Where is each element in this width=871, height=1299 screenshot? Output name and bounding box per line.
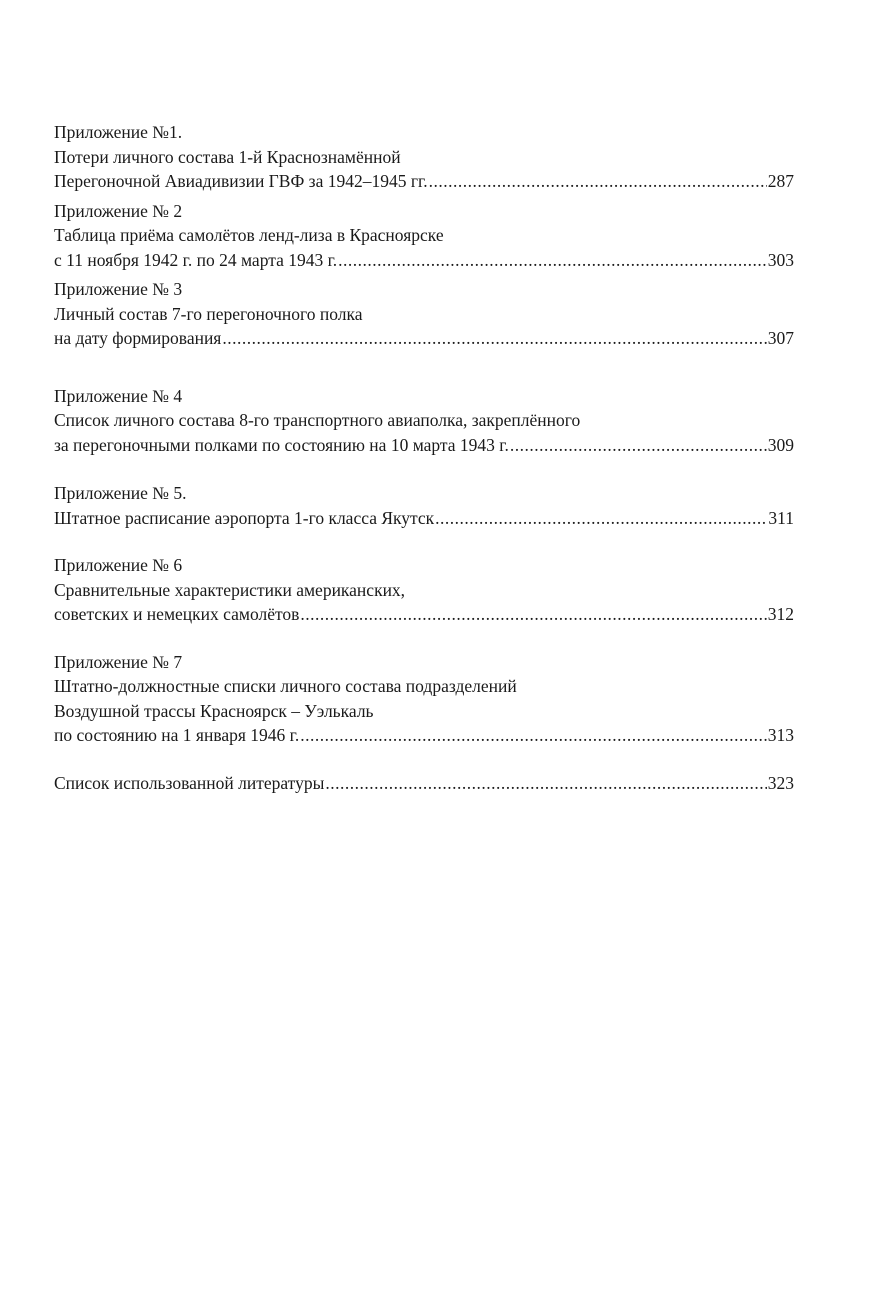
entry-title-last-line bbox=[54, 433, 794, 458]
entry-heading: Приложение № 4 bbox=[54, 385, 183, 406]
entry-heading: Приложение № 5. bbox=[54, 483, 187, 503]
page-number: 323 bbox=[767, 772, 794, 793]
page-number: 309 bbox=[767, 434, 794, 455]
entry-title-line: Личный состав 7-го перегоночного полка bbox=[54, 303, 363, 324]
entry-title-line: Воздушной трассы Красноярск – Уэлькаль bbox=[54, 700, 374, 721]
entry-title-line: Штатно-должностные списки личного состава подразделений bbox=[54, 676, 517, 696]
page-number: 307 bbox=[767, 328, 794, 348]
entry-heading: Приложение № 7 bbox=[54, 651, 183, 672]
dot-leader bbox=[429, 169, 767, 194]
page-number: 313 bbox=[767, 725, 794, 745]
entry-heading: Приложение № 2 bbox=[54, 200, 183, 221]
toc-entry-appendix-1 bbox=[54, 120, 794, 194]
toc-entry-bibliography bbox=[54, 771, 794, 796]
entry-title-text: Список использованной литературы bbox=[54, 772, 325, 793]
page-number: 287 bbox=[767, 171, 794, 191]
entry-title-line: Сравнительные характеристики американских, bbox=[54, 579, 406, 600]
entry-title-last-line bbox=[54, 723, 794, 748]
dot-leader bbox=[222, 326, 766, 351]
toc-entry-appendix-2 bbox=[54, 199, 794, 273]
toc-entry-appendix-3 bbox=[54, 277, 794, 351]
entry-title-text: за перегоночными полками по состоянию на 10 марта 1943 г. bbox=[54, 434, 509, 455]
page-number: 312 bbox=[767, 604, 794, 624]
table-of-contents bbox=[54, 120, 794, 795]
dot-leader bbox=[510, 433, 767, 458]
page-number: 303 bbox=[767, 249, 794, 270]
toc-entry-appendix-4 bbox=[54, 384, 794, 458]
entry-title-line: Таблица приёма самолётов ленд-лиза в Красноярске bbox=[54, 225, 444, 245]
entry-title-last-line bbox=[54, 602, 794, 627]
entry-title-last-line bbox=[54, 771, 794, 796]
dot-leader bbox=[325, 771, 766, 796]
entry-title-line: Список личного состава 8-го транспортного авиаполка, закреплённого bbox=[54, 410, 581, 430]
entry-title-last-line bbox=[54, 506, 794, 531]
entry-heading: Приложение №1. bbox=[54, 122, 183, 142]
dot-leader bbox=[338, 248, 767, 273]
entry-title-text: на дату формирования bbox=[54, 328, 222, 348]
entry-title-last-line bbox=[54, 326, 794, 351]
dot-leader bbox=[435, 506, 767, 531]
entry-title-line: Потери личного состава 1-й Краснознамённой bbox=[54, 146, 401, 167]
entry-title-text: по состоянию на 1 января 1946 г. bbox=[54, 725, 300, 745]
page-number: 311 bbox=[768, 507, 794, 528]
dot-leader bbox=[300, 602, 766, 627]
entry-title-text: советских и немецких самолётов bbox=[54, 604, 300, 624]
entry-title-text: с 11 ноября 1942 г. по 24 марта 1943 г. bbox=[54, 249, 338, 270]
toc-entry-appendix-5 bbox=[54, 481, 794, 530]
entry-title-text: Штатное расписание аэропорта 1-го класса Якутск bbox=[54, 507, 435, 528]
entry-heading: Приложение № 3 bbox=[54, 279, 183, 299]
entry-title-text: Перегоночной Авиадивизии ГВФ за 1942–1945 гг. bbox=[54, 171, 428, 191]
entry-heading: Приложение № 6 bbox=[54, 555, 183, 575]
entry-title-last-line bbox=[54, 169, 794, 194]
entry-title-last-line bbox=[54, 248, 794, 273]
toc-entry-appendix-7 bbox=[54, 650, 794, 748]
dot-leader bbox=[300, 723, 767, 748]
toc-entry-appendix-6 bbox=[54, 553, 794, 627]
